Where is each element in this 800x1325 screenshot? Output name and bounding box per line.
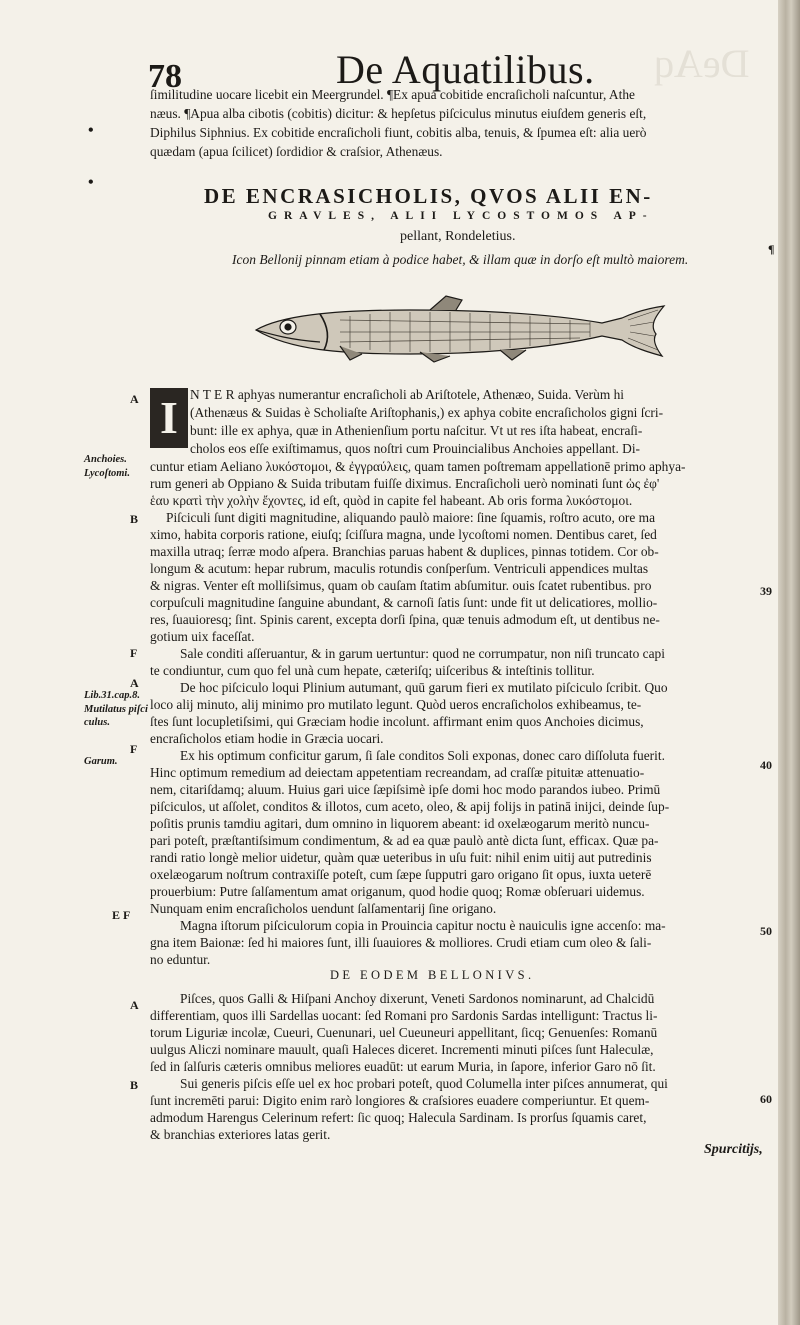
- text-line: Hinc optimum remedium ad deiectam appetentiam recreandam, ad craſſæ pituitæ attenuatio-: [150, 765, 645, 780]
- text-line: ximo, habita corporis ratione, eiuſq; ſciſſura magna, unde lycoſtomi nomen. Dentibus caret, ſed: [150, 527, 657, 542]
- text-line: & nigras. Venter eſt molliſsimus, quam ob cauſam ſtatim abſumitur. ouis ſcatet rubentibus. pro: [150, 578, 652, 593]
- text-line: De hoc piſciculo loqui Plinium autumant, quū garum fieri ex mutilato piſciculo ſcribit. Quo: [180, 680, 668, 695]
- margin-line-number: 39: [760, 584, 772, 598]
- margin-note: culus.: [84, 717, 110, 728]
- margin-letter: A: [130, 676, 139, 690]
- text-line: pari poteſt, præſtantiſsimum condimentum, & ad ea quæ paulò antè dicta ſunt, efficax. Quæ pa-: [150, 833, 659, 848]
- page-number: 78: [148, 58, 182, 95]
- margin-note: Anchoies.: [84, 454, 127, 465]
- margin-line-number: 60: [760, 1092, 772, 1106]
- text-line: (Athenæus & Suidas è Scholiaſte Ariſtophanis,) ex aphya cobite encraſicholos gigni ſcri-: [190, 405, 664, 420]
- text-line: Diphilus Siphnius. Ex cobitide encraſicholi fiunt, cobitis alba, tenuis, & ſpumea eſt: alia uerò: [150, 125, 647, 140]
- text-line: cholos eos eſſe exiſtimamus, quos noſtri cum Prouincialibus Anchoies appellant. Di-: [190, 441, 640, 456]
- page-edge: [778, 0, 800, 1325]
- margin-line-number: 50: [760, 924, 772, 938]
- text-line: N T E R aphyas numerantur encraſicholi ab Ariſtotele, Athenæo, Suida. Verùm hi: [190, 387, 624, 402]
- text-line: ſtes ſunt locupletiſsimi, qui Græciam hodie incolunt. affirmant enim quos Anchoies dicimus,: [150, 714, 644, 729]
- text-line: Sale conditi aſſeruantur, & in garum uertuntur: quod ne corrumpatur, non niſi truncato capi: [180, 646, 665, 661]
- margin-letter: F: [130, 742, 138, 756]
- text-line: Sui generis piſcis eſſe uel ex hoc probari poteſt, quod Columella inter piſces annumerat, qui: [180, 1076, 668, 1091]
- text-line: uulgus Aliczi nominare mauult, quaſi Haleces diceret. Incrementi minuti piſces ſunt Haleculæ,: [150, 1042, 654, 1057]
- text-line: maxilla utraq; ſerræ modo aſpera. Branchias paruas habent & duplices, pinnas totidem. Cor ob-: [150, 544, 659, 559]
- margin-note: Garum.: [84, 756, 118, 767]
- running-head: De Aquatilibus.: [336, 47, 595, 92]
- drop-cap: I: [150, 388, 188, 448]
- margin-note: Lib.31.cap.8.: [84, 690, 140, 701]
- text-line: ſed in ſalſuris cæteris omnibus meliores euadūt: ut earum Muria, in ſapore, inferior Garo nō ſit.: [150, 1059, 656, 1074]
- margin-mark: ¶: [768, 242, 775, 256]
- text-line: corpuſculi magnitudine ſanguine abundant, & carnoſi ſatis ſunt: unde fit ut delicatiores, mollio-: [150, 595, 658, 610]
- figure-caption: Icon Bellonij pinnam etiam à podice habet, & illam quæ in dorſo eſt multò maiorem.: [232, 252, 689, 267]
- text-line: admodum Harengus Celerinum refert: ſic quoq; Halecula Sardinam. Is prorſus ſquamis caret,: [150, 1110, 647, 1125]
- text-line: & branchias exteriores latas gerit.: [150, 1127, 331, 1142]
- text-line: randi ratio longè melior uidetur, quàm quæ ueteribus in uſu fuit: nihil enim uitij aut putredinis: [150, 850, 652, 865]
- margin-line-number: 40: [760, 758, 772, 772]
- text-line: gotium uix faceſſat.: [150, 629, 255, 644]
- text-line: Piſciculi ſunt digiti magnitudine, aliquando paulò maiore: ſine ſquamis, roſtro acuto, ore ma: [166, 510, 656, 525]
- text-line: Ex his optimum conficitur garum, ſi ſale conditos Soli exponas, donec caro diſſoluta fuerit.: [180, 748, 665, 763]
- text-line: ἑαυ κρατὶ τὴν χολὴν ἔχοντες, id eſt, quòd in capite fel habeant. Ab oris forma λυκόστομοι.: [150, 493, 633, 508]
- text-line: piſciculos, ut aſſolet, conditos & illotos, cum aceto, oleo, & apij folijs in patinā inijci, deinde ſup-: [150, 799, 670, 814]
- text-line: Piſces, quos Galli & Hiſpani Anchoy dixerunt, Veneti Sardonos nominarunt, ad Chalcidū: [180, 991, 655, 1006]
- text-line: prouerbium: Putre ſalſamentum amat origanum, quod hodie quoq; Romæ obſeruari uidemus.: [150, 884, 645, 899]
- text-line: longum & acutum: hepar rubrum, maculis rotundis conſperſum. Ventriculi appendices multas: [150, 561, 649, 576]
- text-line: ſunt incremēti parui: Digito enim rarò longiores & craſsiores euadere comperiuntur. Et quem-: [150, 1093, 650, 1108]
- margin-note: Lycoſtomi.: [84, 468, 130, 479]
- text-line: encraſicholos etiam hodie in Græcia uocari.: [150, 731, 384, 746]
- margin-letter: F: [130, 646, 138, 660]
- text-line: Magna iſtorum piſciculorum copia in Prouincia capitur noctu è nauiculis igne accenſo: ma-: [180, 918, 666, 933]
- chapter-heading: DE ENCRASICHOLIS, QVOS ALII EN-: [204, 184, 653, 208]
- text-line: res, ſuauioresq; ſint. Spinis carent, excepta dorſi ſpina, quæ tenuis admodum eſt, ut dentibus ne-: [150, 612, 660, 627]
- text-line: Nunquam enim encraſicholos uendunt ſalſamentarij ſine origano.: [150, 901, 497, 916]
- text-line: nem, citariſdamq; aluum. Huius gari uice ſæpiſsimè ipſe domi hoc modo parandos iubeo. Primū: [150, 782, 661, 797]
- anchovy-woodcut-illustration: [250, 290, 670, 370]
- text-line: næus. ¶Apua alba cibotis (cobitis) dicitur: & hepſetus piſciculus minutus eiuſdem generis eſt,: [150, 106, 647, 121]
- margin-letter: B: [130, 512, 139, 526]
- text-line: rum generi ab Oppiano & Suida tributam fuiſſe diximus. Encraſicholi uerò nominati ſunt ὡς ἐφ': [150, 476, 660, 491]
- text-line: te condiuntur, cum quo fel unà cum hepate, cæteriſq; uiſceribus & inteſtinis tollitur.: [150, 663, 595, 678]
- margin-bullet: •: [88, 122, 94, 139]
- section-heading: DE EODEM BELLONIVS.: [330, 968, 535, 982]
- margin-letter: A: [130, 392, 139, 406]
- margin-letter: B: [130, 1078, 139, 1092]
- text-line: torum Liguriæ incolæ, Cueuri, Cuenunari, uel Cueuneuri appellitant, ſicq; Genuenſes: Romanū: [150, 1025, 658, 1040]
- margin-bullet: •: [88, 174, 94, 191]
- text-line: bunt: ille ex aphya, quæ in Athenienſium portu naſcitur. Vt ut res iſta habeat, encraſi-: [190, 423, 643, 438]
- catchword: Spurcitijs,: [704, 1142, 763, 1157]
- text-line: cuntur etiam Aeliano λυκόστομοι, & ἐγγραύλεις, quam tamen poſtremam appellationē primo aphya-: [150, 459, 686, 474]
- chapter-heading-line3: pellant, Rondeletius.: [400, 229, 516, 244]
- margin-letter: E F: [112, 908, 131, 922]
- text-line: gna item Baionæ: ſed hi maiores ſunt, illi ſuauiores & molliores. Crudi etiam cum oleo & ſali-: [150, 935, 652, 950]
- bleed-through-text: DeAq: [654, 41, 750, 86]
- text-line: differentiam, quos illi Sardellas uocant: ſed Romani pro Sardonis Sardas intelligunt: Tractus li-: [150, 1008, 658, 1023]
- text-line: no eduntur.: [150, 952, 211, 967]
- margin-letter: A: [130, 998, 139, 1012]
- text-line: oxelæogarum noſtrum contraxiſſe poteſt, cum ſæpe ſupputri garo origano ſit opus, iuxta ueterē: [150, 867, 652, 882]
- text-line: quædam (apua ſcilicet) ſordidior & craſsior, Athenæus.: [150, 144, 443, 159]
- text-line: loco alij minuto, alij minimo pro mutilato legunt. Quòd ueros encraſicholos exhibeamus, te-: [150, 697, 642, 712]
- text-line: ſimilitudine uocare licebit ein Meergrundel. ¶Ex apua cobitide encraſicholi naſcuntur, Athe: [150, 87, 635, 102]
- margin-note: Mutilatus piſci: [84, 704, 148, 715]
- chapter-heading-line2: GRAVLES, ALII LYCOSTOMOS AP-: [268, 210, 654, 222]
- text-line: poſitis prunis tamdiu agitari, dum omnino in liquorem abeant: id oxelæogarum meritò nuncu-: [150, 816, 650, 831]
